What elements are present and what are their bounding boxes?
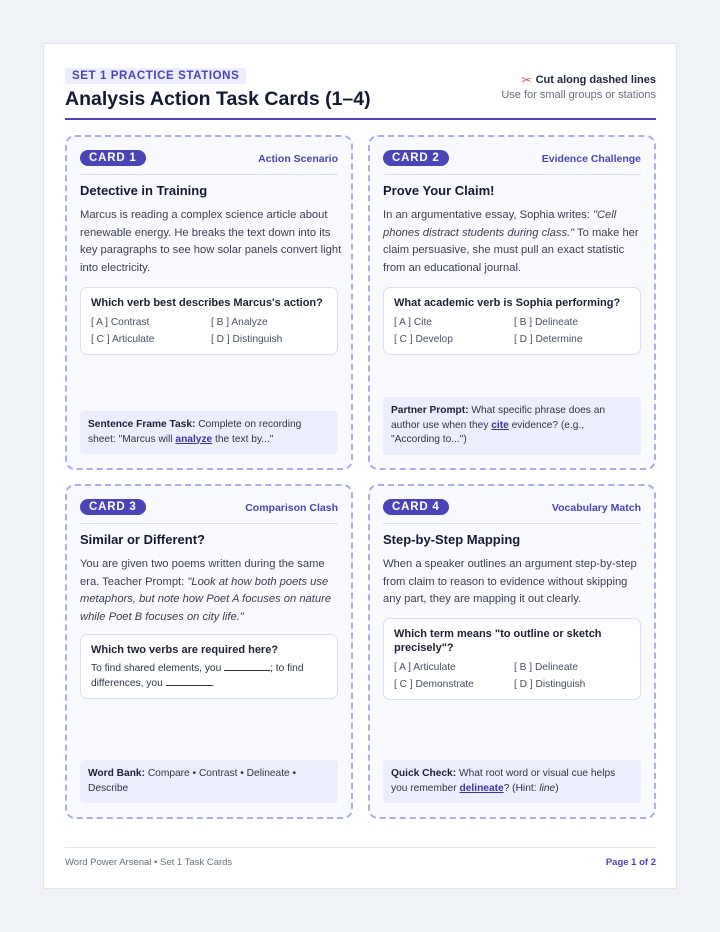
fill-in-blank: To find shared elements, you ; to find differences, you . [91,663,304,689]
word-bank-tip: Word Bank: Compare • Contrast • Delineate • Describe [80,760,338,803]
task-card-2 [368,135,656,470]
question-box [383,618,641,700]
tip-label: Word Bank: [88,768,145,779]
cut-hint-label: Cut along dashed lines [535,74,656,86]
card-badge: CARD 3 [80,499,146,515]
teacher-prompt-quote: "Look at how both poets use metaphors, but note how Poet A focuses on nature while Poet B focuses on city life." [80,575,332,623]
task-card-4 [368,484,656,819]
option-a[interactable]: [ A ] Contrast [91,317,150,328]
answer-options [394,661,630,692]
option-d[interactable]: [ D ] Distinguish [211,334,283,345]
question-text: Which term means "to outline or sketch precisely"? [394,628,602,654]
card-scenario-text: When a speaker outlines an argument step-by-step from claim to reason to evidence without skipping any part, they are mapping it out clearly. [383,558,637,605]
answer-options [91,316,327,347]
key-term: cite [491,419,509,431]
hint-word: line [539,782,556,794]
card-title: Prove Your Claim! [383,183,495,198]
card-type: Action Scenario [258,153,338,165]
card-scenario-text: You are given two poems written during the same era. Teacher Prompt: "Look at how both poets use metaphors, but note how Poet A focuses on nature while Poet B focuses on city life." [80,558,332,623]
partner-prompt-tip: Partner Prompt: What specific phrase does an author use when they cite evidence? (e.g., "According to...") [383,397,641,455]
option-c[interactable]: [ C ] Develop [394,334,453,345]
option-d[interactable]: [ D ] Distinguish [514,679,586,690]
page-number: Page 1 of 2 [605,857,656,868]
quote: "Cell phones distract students during class." [383,209,617,239]
card-badge: CARD 4 [383,499,449,515]
option-c[interactable]: [ C ] Articulate [91,334,155,345]
card-type: Vocabulary Match [551,502,641,514]
quick-check-tip: Quick Check: What root word or visual cue helps you remember delineate? (Hint: line) [383,760,641,803]
card-title: Similar or Different? [80,532,205,547]
scissors-icon: ✂ [521,73,532,87]
cut-hint-subtitle: Use for small groups or stations [501,89,656,101]
page-header [65,68,656,120]
key-term: analyze [175,433,213,445]
question-box [80,634,338,699]
answer-blank-1[interactable] [224,661,270,671]
page-title: Analysis Action Task Cards (1–4) [65,88,371,110]
card-badge: CARD 1 [80,150,146,166]
option-a[interactable]: [ A ] Cite [394,317,432,328]
question-text: What academic verb is Sophia performing? [394,297,621,309]
question-box [80,287,338,355]
page-footer [65,847,656,871]
option-c[interactable]: [ C ] Demonstrate [394,679,474,690]
option-d[interactable]: [ D ] Determine [514,334,583,345]
question-text: Which verb best describes Marcus's action? [91,297,323,309]
tip-label: Quick Check: [391,768,457,779]
answer-options [394,316,630,347]
question-box [383,287,641,355]
option-a[interactable]: [ A ] Articulate [394,662,456,673]
cut-hint [501,74,656,101]
answer-blank-2[interactable] [166,676,212,686]
card-type: Evidence Challenge [541,153,641,165]
card-type: Comparison Clash [245,502,338,514]
option-b[interactable]: [ B ] Delineate [514,317,578,328]
key-term: delineate [459,782,504,794]
set-badge: SET 1 PRACTICE STATIONS [65,68,246,84]
sentence-frame-tip: Sentence Frame Task: Complete on recording sheet: "Marcus will analyze the text by..." [80,411,338,454]
card-badge: CARD 2 [383,150,449,166]
option-b[interactable]: [ B ] Analyze [211,317,268,328]
task-card-1 [65,135,353,470]
task-card-3 [65,484,353,819]
card-title: Detective in Training [80,183,208,198]
worksheet-page [43,43,677,889]
footer-label: Word Power Arsenal • Set 1 Task Cards [65,857,233,868]
card-title: Step-by-Step Mapping [383,532,521,547]
tip-label: Sentence Frame Task: [88,419,196,430]
card-scenario-text: Marcus is reading a complex science article about renewable energy. He breaks the text down into its key paragraphs to see how solar panels convert light into electricity. [80,209,342,274]
tip-label: Partner Prompt: [391,405,469,416]
option-b[interactable]: [ B ] Delineate [514,662,578,673]
question-text: Which two verbs are required here? [91,644,279,656]
card-scenario-text: In an argumentative essay, Sophia writes: "Cell phones distract students during class." To make her claim persuasive, she must pull an exact statistic from an educational journal. [383,209,639,274]
